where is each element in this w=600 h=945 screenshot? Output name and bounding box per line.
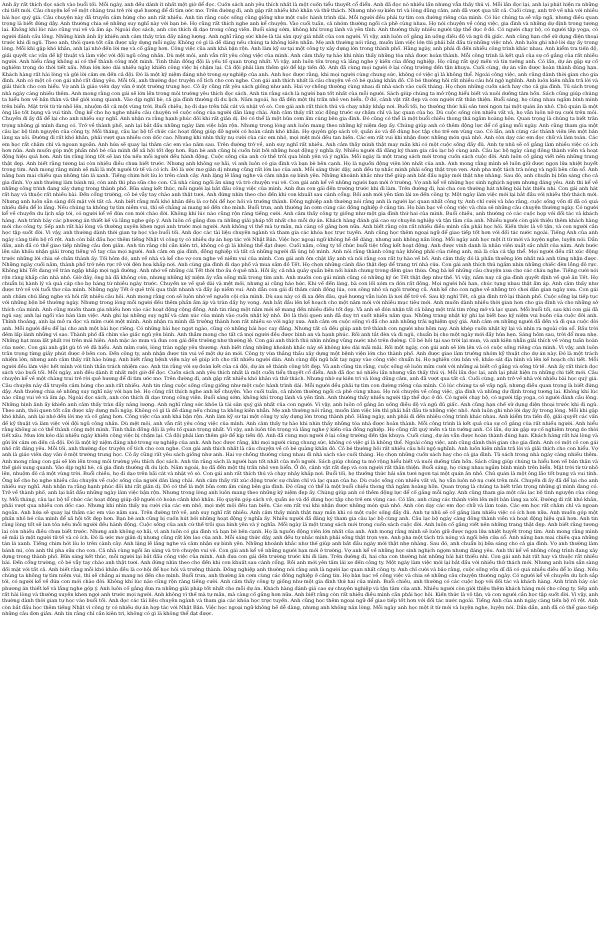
body-paragraph: Anh ấy rất thích đọc sách vào buổi tối. Mỗi ngày, anh đều dành ít nhất một giờ để đọc. Cuốn sách anh yêu thích nhất là một cuốn tiểu thuyết cổ điển. Anh đã đọc nó nhiều lần nhưng vẫn thấy thú vị. Mỗi lần đọc lại, anh lại phát hiện ra những chi tiết mới. Câu chuyện kể về một chàng trai trẻ rời quê hương để đi tìm ước mơ. Trên đường đi, anh gặp rất nhiều khó khăn và thử thách. Nhưng nhờ sự kiên trì và lòng dũng cảm, anh đã vượt qua tất cả. Cuối cùng, anh trở về nhà với nhiều bài học quý giá. Câu chuyện này đã truyền cảm hứng cho anh rất nhiều. Anh tin rằng cuộc sống cũng giống như một cuộc hành trình dài. Mỗi người đều phải tự tìm con đường riêng của mình. Có lúc chúng ta sẽ vấp ngã, nhưng điều quan trọng là biết đứng dậy. Anh thường chia sẻ những suy nghĩ này với bạn bè. Họ cũng rất thích nghe anh kể chuyện. Vào cuối tuần, cả nhóm thường ngồi cà phê cùng nhau. Họ nói chuyện về công việc, gia đình và những dự định trong tương lai. Không khí lúc nào cũng vui vẻ và ấm áp. Ngoài đọc sách, anh còn thích đi dạo trong công viên. Buổi sáng sớm, không khí trong lành và yên tĩnh. Anh thường thấy nhiều người tập thể dục ở đó. Có người chạy bộ, có người tập yoga, có người đánh cầu lông. Những hình ảnh ấy khiến anh cảm thấy tràn đầy năng lượng. Anh nghĩ rằng sức khỏe là tài sản quý giá nhất của con người. Vì vậy, anh luôn cố gắng ăn uống điều độ và ngủ đủ giấc. Anh cũng hạn chế sử dụng điện thoại trước khi đi ngủ. Theo anh, thói quen tốt cần được xây dựng mỗi ngày. Không có gì là dễ dàng nếu chúng ta không kiên nhẫn. Mẹ anh thường nói rằng, muốn làm việc lớn thì phải bắt đầu từ những việc nhỏ. Anh luôn ghi nhớ lời dạy ấy trong lòng. Mỗi khi gặp khó khăn, anh lại nhớ đến lời mẹ và cố gắng hơn. Công việc của anh khá bận rộn. Anh làm kỹ sư tại một công ty xây dựng lớn trong thành phố. Hằng ngày, anh phải đi đến nhiều công trình khác nhau. Anh kiểm tra tiến độ, giải quyết các vấn đề kỹ thuật và làm việc với đội ngũ công nhân. Dù mệt mỏi, anh vẫn rất yêu công việc của mình. Anh cảm thấy tự hào khi nhìn thấy những tòa nhà được hoàn thành. Mỗi công trình là kết quả của sự cố gắng của rất nhiều người. Anh hiểu rằng không ai có thể thành công một mình. Tinh thần đồng đội là yếu tố quan trọng nhất. Vì vậy, anh luôn tôn trọng và lắng nghe ý kiến của đồng nghiệp. Họ cũng rất quý mến và tin tưởng anh. Có lần, dự án gặp sự cố nghiêm trọng do thời tiết xấu. Mưa lớn kéo dài nhiều ngày khiến công việc bị chậm lại. Cả đội phải làm thêm giờ để kịp tiến độ. Anh đã cùng mọi người ở lại công trường đến tận khuya. Cuối cùng, dự án vẫn được hoàn thành đúng hạn. Khách hàng rất hài lòng và gửi lời cảm ơn đến cả đội. Đó là một kỷ niệm đáng nhớ trong sự nghiệp của anh. Anh học được rằng, khi mọi người cùng chung sức, không có việc gì là không thể. Ngoài công việc, anh cũng dành thời gian cho gia đình. Anh có một cô con gái nhỏ rất đáng yêu. Mỗi tối, anh thường đọc truyện cổ tích cho con nghe. Con gái anh thích nhất là câu chuyện về cô bé quàng khăn đỏ. Cô bé thường hỏi rất nhiều câu hỏi ngộ nghĩnh. Anh luôn kiên nhẫn trả lời và giải thích cho con hiểu. Vợ anh là giáo viên dạy văn ở một trường trung học. Cô ấy cũng rất yêu sách giống như anh. Hai vợ chồng thường cùng nhau đi nhà sách vào cuối tháng. Họ chọn những cuốn sách hay cho cả gia đình. Tủ sách trong nhà ngày càng nhiều thêm. Anh mong rằng con gái sẽ lớn lên trong môi trường yêu thích đọc sách. Anh tin rằng sách là người bạn tốt nhất của mỗi người. Sách giúp chúng ta mở rộng hiểu biết và nuôi dưỡng tâm hồn. Sách cũng giúp chúng ta hiểu hơn về bản thân và thế giới xung quanh. Vào dịp nghỉ hè, cả gia đình thường đi du lịch. Năm ngoái, họ đã đến một thị trấn nhỏ ven biển. Ở đó, cảnh vật rất đẹp và con người rất thân thiện. Buổi sáng, họ cùng nhau ngắm bình minh trên biển. Mặt trời từ từ nhô lên, nhuộm đỏ cả một vùng trời. Buổi chiều, họ đi dạo trên bãi cát và nhặt vỏ sò. Con gái anh rất thích thú và chạy nhảy khắp nơi. Buổi tối, họ thưởng thức hải sản tươi ngon tại một quán ăn nhỏ. Chủ quán là một ông lão tốt bụng và vui tính. Ông kể cho họ nghe nhiều câu chuyện về cuộc sống của người dân làng chài. Anh cảm thấy rất xúc động trước sự chăm chỉ và lạc quan của họ. Dù cuộc sống còn nhiều vất vả, họ vẫn luôn nở nụ cười trên môi. Chuyến đi ấy đã để lại cho anh nhiều suy nghĩ. Anh nhận ra rằng hạnh phúc đôi khi rất giản dị. Đó có thể là một bữa cơm ấm cúng bên gia đình. Đó cũng có thể là một buổi chiều thong thả ngắm hoàng hôn. Quan trọng là chúng ta biết trân trọng những gì mình đang có. Trở về thành phố, anh lại bắt đầu những ngày làm việc bận rộn. Nhưng trong lòng anh luôn mang theo những kỷ niệm đẹp ấy. Chúng giúp anh có thêm động lực để cố gắng mỗi ngày. Anh cũng tham gia một câu lạc bộ tình nguyện của công ty. Mỗi tháng, câu lạc bộ tổ chức các hoạt động giúp đỡ người có hoàn cảnh khó khăn. Họ quyên góp sách vở, quần áo và đồ dùng học tập cho trẻ em vùng cao. Có lần, anh cùng các thành viên lên một bản làng xa xôi. Đường đi rất khó khăn, phải vượt qua nhiều con dốc cao. Nhưng khi nhìn thấy nụ cười của các em nhỏ, mọi mệt mỏi đều tan biến. Các em rất vui khi nhận được những món quà nhỏ. Anh còn dạy các em đọc chữ và làm toán. Các em học rất chăm chỉ và ngoan ngoãn. Anh hứa sẽ quay lại thăm các em vào năm sau. Trên đường trở về, anh suy nghĩ rất nhiều. Anh cảm thấy mình thật may mắn khi có một cuộc sống đầy đủ. Anh tự nhủ sẽ cố gắng làm nhiều việc có ích hơn nữa. Anh muốn góp một phần nhỏ bé của mình để xã hội tốt đẹp hơn. Bạn bè anh cũng bị cuốn hút bởi những hoạt động ý nghĩa ấy. Nhiều người đã đăng ký tham gia câu lạc bộ cùng anh. Câu lạc bộ ngày càng đông thành viên và hoạt động hiệu quả hơn. Anh tin rằng lòng tốt sẽ lan tỏa nếu mỗi người đều hành động. Cuộc sống của anh cứ thế trôi qua bình yên và ý nghĩa. Mỗi ngày là một trang sách mới trong cuốn sách cuộc đời. Anh luôn cố gắng viết nên những trang thật đẹp. Anh biết rằng tương lai còn nhiều điều chưa biết trước. Nhưng anh không sợ hãi, vì anh luôn có gia đình và bạn bè bên cạnh. Họ là nguồn động viên lớn nhất của anh. Anh mong rằng mình sẽ luôn giữ được ngọn lửa nhiệt huyết trong tim. Anh mong rằng mình sẽ mãi là một người tử tế và có ích. Đó là ước mơ giản dị nhưng cũng rất lớn lao của anh. Mỗi sáng thức dậy, anh đều tự nhắc mình phải sống thật trọn vẹn. Anh pha một tách trà nóng và ngồi bên cửa sổ. Ánh nắng ban mai chiếu qua những tán lá xanh. Tiếng chim hót líu lo trên cành cây. Anh lặng lẽ lắng nghe và cảm nhận sự bình yên. Những khoảnh khắc như thế giúp anh bắt đầu ngày mới thật nhẹ nhàng. Sau đó, anh chuẩn bị bữa sáng cho cả gia đình. Vợ anh thường làm bánh mì, còn anh thì pha sữa cho con. Cả nhà cùng ngồi ăn sáng và trò chuyện vui vẻ. Con gái anh kể về những người bạn mới ở trường. Vợ anh kể về những học sinh nghịch ngợm nhưng đáng yêu. Anh thì kể về những công trình đang xây dựng trong thành phố. Bữa sáng kết thúc, mỗi người lại bắt đầu công việc của mình. Anh đưa con gái đến trường trước khi đi làm. Trên đường đi, hai cha con thường hát những bài hát thiếu nhi. Con gái anh hát rất hay và thuộc rất nhiều bài. Đến cổng trường, cô bé vẫy tay chào anh thật tươi. Anh đứng nhìn theo cho đến khi con khuất sau cánh cổng. Rồi anh mới yên tâm lái xe đến công ty. Một ngày làm việc mới lại bắt đầu với nhiều thử thách mới. Nhưng anh luôn sẵn sàng đối mặt với tất cả. Anh biết rằng mỗi khó khăn đều là cơ hội để học hỏi và trưởng thành. Đồng nghiệp anh thường nói rằng anh là người lạc quan nhất công ty. Anh chỉ cười và bảo rằng, cuộc sống vốn dĩ đã có quá nhiều điều để lo lắng. Nếu chúng ta không tự tìm niềm vui, thì sẽ chẳng ai mang nó đến cho mình. Buổi trưa, anh thường ăn cơm cùng các đồng nghiệp ở căng tin. Họ bàn bạc về công việc và chia sẻ những câu chuyện thường ngày. Có người kể về chuyến du lịch sắp tới, có người kể về đứa con mới chào đời. Không khí lúc nào cũng rộn ràng tiếng cười. Anh cảm thấy công ty giống như một gia đình thứ hai của mình. Buổi chiều, anh thường có các cuộc họp với đối tác và khách hàng. Anh trình bày các phương án thiết kế và lắng nghe góp ý. Anh luôn cố gắng đưa ra những giải pháp tốt nhất cho mỗi dự án. Khách hàng đánh giá cao sự chuyên nghiệp và tận tâm của anh. Nhiều người còn giới thiệu thêm khách hàng mới cho công ty. Sếp anh rất hài lòng và thường xuyên khen ngợi anh trước mọi người. Anh không vì thế mà tự mãn, mà càng cố gắng hơn nữa. Anh biết rằng còn rất nhiều điều mình cần phải học hỏi. Kiến thức là vô tận, và con người cần học tập suốt đời. Vì vậy, anh thường dành thời gian tự học vào buổi tối. Anh đọc các tài liệu chuyên ngành và tham gia các khóa học trực tuyến. Anh cũng học thêm ngoại ngữ để giao tiếp tốt hơn với đối tác nước ngoài. Tiếng Anh của anh ngày càng tiến bộ rõ rệt. Anh còn bắt đầu học thêm tiếng Nhật vì công ty có nhiều dự án hợp tác với Nhật Bản. Việc học ngoại ngữ không hề dễ dàng, nhưng anh không nản lòng. Mỗi ngày anh học một ít từ mới và luyện nghe, luyện nói. Dần dần, anh đã có thể giao tiếp những câu đơn giản. Anh tin rằng chỉ cần kiên trì, không có gì là không thể đạt được. Cuối năm, công ty tổ chức buổi tiệc tổng kết hoạt động. Anh được vinh danh là nhân viên xuất sắc nhất của năm. Anh bước lên sân khấu nhận giải trong tiếng vỗ tay của mọi người. Anh cảm ơn gia đình, đồng nghiệp và tất cả những người đã ủng hộ mình. Anh nói rằng thành công này không phải của riêng anh, mà là của cả tập thể. Mọi người đều rất xúc động trước những lời chia sẻ chân thành ấy. Tối hôm đó, anh về nhà và kể cho vợ con nghe về niềm vui của mình. Con gái anh ôm chặt lấy anh và nói rằng con rất tự hào về bố. Anh cảm thấy đó là phần thưởng lớn nhất mà anh từng nhận được. Những ngày cuối năm, thành phố trở nên rực rỡ với đèn hoa khắp nơi. Anh cùng gia đình đi dạo phố và mua sắm đồ Tết. Họ chọn những cành đào thật đẹp để trang trí nhà cửa. Con gái anh thích thú ngắm nhìn những chiếc đèn lồng đỏ rực. Không khí Tết đang về tràn ngập khắp mọi ngả đường. Anh nhớ về những cái Tết thời thơ ấu ở quê nhà. Hồi ấy, cả nhà quây quần bên nồi bánh chưng trong đêm giao thừa. Ông bà kể những câu chuyện xưa cho các cháu nghe. Tiếng cười nói rộn ràng khắp căn nhà nhỏ. Giờ đây, ông bà đã không còn, nhưng những kỷ niệm ấy vẫn sống mãi trong tim anh. Anh muốn con gái mình cũng có những ký ức Tết thật đẹp như thế. Vì vậy, năm nay cả gia đình quyết định về quê ăn Tết. Họ chuẩn bị hành lý và quà cáp cho họ hàng từ nhiều ngày trước. Chuyến xe về quê dài và mệt mỏi, nhưng ai cũng háo hức. Khi về đến làng, bà con lối xóm ra đón rất đông. Mọi người hỏi han, chúc tụng nhau thật ấm áp. Anh cảm thấy như được trở về với tuổi thơ của mình. Những ngày Tết ở quê trôi qua thật nhanh và đầy ắp niềm vui. Anh dẫn con gái đi thăm cánh đồng lúa, con sông nhỏ và ngôi trường cũ. Anh kể cho con nghe về những trò chơi dân gian ngày xưa. Con gái anh chăm chú lắng nghe và hỏi rất nhiều câu hỏi. Anh mong rằng con sẽ luôn nhớ về nguồn cội của mình. Dù sau này có đi xa đến đâu, quê hương vẫn luôn là nơi để trở về. Sau kỳ nghỉ Tết, cả gia đình trở lại thành phố. Cuộc sống lại tiếp tục với những bộn bề thường ngày. Nhưng trong lòng mỗi người đều thêm phần ấm áp và tràn đầy hy vọng. Anh bắt đầu lên kế hoạch cho một năm mới với nhiều mục tiêu mới. Anh muốn dành nhiều thời gian hơn cho gia đình và cho những sở thích của mình. Anh cũng muốn tham gia nhiều hơn vào các hoạt động cộng đồng. Anh tin rằng một năm mới sẽ mang đến nhiều điều tốt đẹp. Và anh sẽ đón nhận tất cả bằng một trái tim rộng mở và lạc quan. Mỗi buổi tối, sau khi con gái đã ngủ say, anh lại ngồi vào bàn làm việc. Anh ghi lại những suy nghĩ và cảm xúc của mình vào cuốn nhật ký nhỏ. Đó là thói quen anh đã duy trì suốt nhiều năm qua. Những trang nhật ký ghi lại biết bao kỷ niệm vui buồn của cuộc đời anh. Thỉnh thoảng, anh lại mở ra đọc và mỉm cười một mình. Anh nhận ra mình đã trưởng thành hơn rất nhiều so với ngày xưa. Anh cảm ơn cuộc sống vì đã cho anh những trải nghiệm quý giá. Anh cảm ơn những người đã đến và đi qua cuộc đời anh. Mỗi người đều để lại cho anh một bài học riêng. Có những bài học ngọt ngào, cũng có những bài học cay đắng. Nhưng tất cả đều giúp anh trở thành con người như hôm nay. Anh khép cuốn nhật ký lại và nhìn ra ngoài cửa sổ. Bầu trời đêm lấp lánh những vì sao. Thành phố đã chìm vào giấc ngủ yên bình. Anh thầm mong cho tất cả mọi người đều được bình an và hạnh phúc. Rồi anh tắt đèn và đi ngủ, chuẩn bị cho một ngày mới đầy hứa hẹn. Sáng hôm sau, trời đổ mưa nhẹ. Những hạt mưa lất phất rơi trên mái hiên. Anh mặc áo mưa và đưa con gái đến trường như thường lệ. Con gái anh thích thú nhìn những vũng nước nhỏ trên đường. Cô bé hỏi tại sao trời lại mưa, và anh kiên nhẫn giải thích về vòng tuần hoàn của nước. Con gái anh gật gù tỏ vẻ đã hiểu. Anh mỉm cười, lòng tràn ngập yêu thương. Anh biết rằng những khoảnh khắc này sẽ không kéo dài mãi mãi. Rồi một ngày, con gái anh sẽ lớn lên và có cuộc sống riêng của mình. Vì vậy, anh luôn trân trọng từng giây phút được ở bên con. Đến công ty, anh nhận được tin vui về một dự án mới. Công ty vừa thắng thầu xây dựng một bệnh viện lớn cho thành phố. Anh được giao làm trưởng nhóm kỹ thuật cho dự án này. Đó là một trách nhiệm lớn, nhưng anh cảm thấy rất hào hứng. Anh biết rằng bệnh viện này sẽ giúp ích cho rất nhiều người dân. Anh cùng đội ngũ bắt tay ngay vào công việc chuẩn bị. Họ nghiên cứu bản vẽ, khảo sát địa hình và lên kế hoạch chi tiết. Mỗi người đều làm việc hết mình với tinh thần trách nhiệm cao. Anh tin rằng với sự đoàn kết của cả đội, dự án sẽ thành công tốt đẹp. Và anh cũng tin rằng, cuộc sống sẽ luôn mỉm cười với những ai biết cố gắng và sống tử tế. Anh ấy rất thích đọc sách vào buổi tối. Mỗi ngày, anh đều dành ít nhất một giờ để đọc. Cuốn sách anh yêu thích nhất là một cuốn tiểu thuyết cổ điển. Anh đã đọc nó nhiều lần nhưng vẫn thấy thú vị. Mỗi lần đọc lại, anh lại phát hiện ra những chi tiết mới. Câu chuyện kể về một chàng trai trẻ rời quê hương để đi tìm ước mơ. Trên đường đi, anh gặp rất nhiều khó khăn và thử thách. Nhưng nhờ sự kiên trì và lòng dũng cảm, anh đã vượt qua tất cả. Cuối cùng, anh trở về nhà với nhiều bài học quý giá. Câu chuyện này đã truyền cảm hứng cho anh rất nhiều. Anh tin rằng cuộc sống cũng giống như một cuộc hành trình dài. Mỗi người đều phải tự tìm con đường riêng của mình. Có lúc chúng ta sẽ vấp ngã, nhưng điều quan trọng là biết đứng dậy. Anh thường chia sẻ những suy nghĩ này với bạn bè. Họ cũng rất thích nghe anh kể chuyện. Vào cuối tuần, cả nhóm thường ngồi cà phê cùng nhau. Họ nói chuyện về công việc, gia đình và những dự định trong tương lai. Không khí lúc nào cũng vui vẻ và ấm áp. Ngoài đọc sách, anh còn thích đi dạo trong công viên. Buổi sáng sớm, không khí trong lành và yên tĩnh. Anh thường thấy nhiều người tập thể dục ở đó. Có người chạy bộ, có người tập yoga, có người đánh cầu lông. Những hình ảnh ấy khiến anh cảm thấy tràn đầy năng lượng. Anh nghĩ rằng sức khỏe là tài sản quý giá nhất của con người. Vì vậy, anh luôn cố gắng ăn uống điều độ và ngủ đủ giấc. Anh cũng hạn chế sử dụng điện thoại trước khi đi ngủ. Theo anh, thói quen tốt cần được xây dựng mỗi ngày. Không có gì là dễ dàng nếu chúng ta không kiên nhẫn. Mẹ anh thường nói rằng, muốn làm việc lớn thì phải bắt đầu từ những việc nhỏ. Anh luôn ghi nhớ lời dạy ấy trong lòng. Mỗi khi gặp khó khăn, anh lại nhớ đến lời mẹ và cố gắng hơn. Công việc của anh khá bận rộn. Anh làm kỹ sư tại một công ty xây dựng lớn trong thành phố. Hằng ngày, anh phải đi đến nhiều công trình khác nhau. Anh kiểm tra tiến độ, giải quyết các vấn đề kỹ thuật và làm việc với đội ngũ công nhân. Dù mệt mỏi, anh vẫn rất yêu công việc của mình. Anh cảm thấy tự hào khi nhìn thấy những tòa nhà được hoàn thành. Mỗi công trình là kết quả của sự cố gắng của rất nhiều người. Anh hiểu rằng không ai có thể thành công một mình. Tinh thần đồng đội là yếu tố quan trọng nhất. Vì vậy, anh luôn tôn trọng và lắng nghe ý kiến của đồng nghiệp. Họ cũng rất quý mến và tin tưởng anh. Có lần, dự án gặp sự cố nghiêm trọng do thời tiết xấu. Mưa lớn kéo dài nhiều ngày khiến công việc bị chậm lại. Cả đội phải làm thêm giờ để kịp tiến độ. Anh đã cùng mọi người ở lại công trường đến tận khuya. Cuối cùng, dự án vẫn được hoàn thành đúng hạn. Khách hàng rất hài lòng và gửi lời cảm ơn đến cả đội. Đó là một kỷ niệm đáng nhớ trong sự nghiệp của anh. Anh học được rằng, khi mọi người cùng chung sức, không có việc gì là không thể. Ngoài công việc, anh cũng dành thời gian cho gia đình. Anh có một cô con gái nhỏ rất đáng yêu. Mỗi tối, anh thường đọc truyện cổ tích cho con nghe. Con gái anh thích nhất là câu chuyện về cô bé quàng khăn đỏ. Cô bé thường hỏi rất nhiều câu hỏi ngộ nghĩnh. Anh luôn kiên nhẫn trả lời và giải thích cho con hiểu. Vợ anh là giáo viên dạy văn ở một trường trung học. Cô ấy cũng rất yêu sách giống như anh. Hai vợ chồng thường cùng nhau đi nhà sách vào cuối tháng. Họ chọn những cuốn sách hay cho cả gia đình. Tủ sách trong nhà ngày càng nhiều thêm. Anh mong rằng con gái sẽ lớn lên trong môi trường yêu thích đọc sách. Anh tin rằng sách là người bạn tốt nhất của mỗi người. Sách giúp chúng ta mở rộng hiểu biết và nuôi dưỡng tâm hồn. Sách cũng giúp chúng ta hiểu hơn về bản thân và thế giới xung quanh. Vào dịp nghỉ hè, cả gia đình thường đi du lịch. Năm ngoái, họ đã đến một thị trấn nhỏ ven biển. Ở đó, cảnh vật rất đẹp và con người rất thân thiện. Buổi sáng, họ cùng nhau ngắm bình minh trên biển. Mặt trời từ từ nhô lên, nhuộm đỏ cả một vùng trời. Buổi chiều, họ đi dạo trên bãi cát và nhặt vỏ sò. Con gái anh rất thích thú và chạy nhảy khắp nơi. Buổi tối, họ thưởng thức hải sản tươi ngon tại một quán ăn nhỏ. Chủ quán là một ông lão tốt bụng và vui tính. Ông kể cho họ nghe nhiều câu chuyện về cuộc sống của người dân làng chài. Anh cảm thấy rất xúc động trước sự chăm chỉ và lạc quan của họ. Dù cuộc sống còn nhiều vất vả, họ vẫn luôn nở nụ cười trên môi. Chuyến đi ấy đã để lại cho anh nhiều suy nghĩ. Anh nhận ra rằng hạnh phúc đôi khi rất giản dị. Đó có thể là một bữa cơm ấm cúng bên gia đình. Đó cũng có thể là một buổi chiều thong thả ngắm hoàng hôn. Quan trọng là chúng ta biết trân trọng những gì mình đang có. Trở về thành phố, anh lại bắt đầu những ngày làm việc bận rộn. Nhưng trong lòng anh luôn mang theo những kỷ niệm đẹp ấy. Chúng giúp anh có thêm động lực để cố gắng mỗi ngày. Anh cũng tham gia một câu lạc bộ tình nguyện của công ty. Mỗi tháng, câu lạc bộ tổ chức các hoạt động giúp đỡ người có hoàn cảnh khó khăn. Họ quyên góp sách vở, quần áo và đồ dùng học tập cho trẻ em vùng cao. Có lần, anh cùng các thành viên lên một bản làng xa xôi. Đường đi rất khó khăn, phải vượt qua nhiều con dốc cao. Nhưng khi nhìn thấy nụ cười của các em nhỏ, mọi mệt mỏi đều tan biến. Các em rất vui khi nhận được những món quà nhỏ. Anh còn dạy các em đọc chữ và làm toán. Các em học rất chăm chỉ và ngoan ngoãn. Anh hứa sẽ quay lại thăm các em vào năm sau. Trên đường trở về, anh suy nghĩ rất nhiều. Anh cảm thấy mình thật may mắn khi có một cuộc sống đầy đủ. Anh tự nhủ sẽ cố gắng làm nhiều việc có ích hơn nữa. Anh muốn góp một phần nhỏ bé của mình để xã hội tốt đẹp hơn. Bạn bè anh cũng bị cuốn hút bởi những hoạt động ý nghĩa ấy. Nhiều người đã đăng ký tham gia câu lạc bộ cùng anh. Câu lạc bộ ngày càng đông thành viên và hoạt động hiệu quả hơn. Anh tin rằng lòng tốt sẽ lan tỏa nếu mỗi người đều hành động. Cuộc sống của anh cứ thế trôi qua bình yên và ý nghĩa. Mỗi ngày là một trang sách mới trong cuốn sách cuộc đời. Anh luôn cố gắng viết nên những trang thật đẹp. Anh biết rằng tương lai còn nhiều điều chưa biết trước. Nhưng anh không sợ hãi, vì anh luôn có gia đình và bạn bè bên cạnh. Họ là nguồn động viên lớn nhất của anh. Anh mong rằng mình sẽ luôn giữ được ngọn lửa nhiệt huyết trong tim. Anh mong rằng mình sẽ mãi là một người tử tế và có ích. Đó là ước mơ giản dị nhưng cũng rất lớn lao của anh. Mỗi sáng thức dậy, anh đều tự nhắc mình phải sống thật trọn vẹn. Anh pha một tách trà nóng và ngồi bên cửa sổ. Ánh nắng ban mai chiếu qua những tán lá xanh. Tiếng chim hót líu lo trên cành cây. Anh lặng lẽ lắng nghe và cảm nhận sự bình yên. Những khoảnh khắc như thế giúp anh bắt đầu ngày mới thật nhẹ nhàng. Sau đó, anh chuẩn bị bữa sáng cho cả gia đình. Vợ anh thường làm bánh mì, còn anh thì pha sữa cho con. Cả nhà cùng ngồi ăn sáng và trò chuyện vui vẻ. Con gái anh kể về những người bạn mới ở trường. Vợ anh kể về những học sinh nghịch ngợm nhưng đáng yêu. Anh thì kể về những công trình đang xây dựng trong thành phố. Bữa sáng kết thúc, mỗi người lại bắt đầu công việc của mình. Anh đưa con gái đến trường trước khi đi làm. Trên đường đi, hai cha con thường hát những bài hát thiếu nhi. Con gái anh hát rất hay và thuộc rất nhiều bài. Đến cổng trường, cô bé vẫy tay chào anh thật tươi. Anh đứng nhìn theo cho đến khi con khuất sau cánh cổng. Rồi anh mới yên tâm lái xe đến công ty. Một ngày làm việc mới lại bắt đầu với nhiều thử thách mới. Nhưng anh luôn sẵn sàng đối mặt với tất cả. Anh biết rằng mỗi khó khăn đều là cơ hội để học hỏi và trưởng thành. Đồng nghiệp anh thường nói rằng anh là người lạc quan nhất công ty. Anh chỉ cười và bảo rằng, cuộc sống vốn dĩ đã có quá nhiều điều để lo lắng. Nếu chúng ta không tự tìm niềm vui, thì sẽ chẳng ai mang nó đến cho mình. Buổi trưa, anh thường ăn cơm cùng các đồng nghiệp ở căng tin. Họ bàn bạc về công việc và chia sẻ những câu chuyện thường ngày. Có người kể về chuyến du lịch sắp tới, có người kể về đứa con mới chào đời. Không khí lúc nào cũng rộn ràng tiếng cười. Anh cảm thấy công ty giống như một gia đình thứ hai của mình. Buổi chiều, anh thường có các cuộc họp với đối tác và khách hàng. Anh trình bày các phương án thiết kế và lắng nghe góp ý. Anh luôn cố gắng đưa ra những giải pháp tốt nhất cho mỗi dự án. Khách hàng đánh giá cao sự chuyên nghiệp và tận tâm của anh. Nhiều người còn giới thiệu thêm khách hàng mới cho công ty. Sếp anh rất hài lòng và thường xuyên khen ngợi anh trước mọi người. Anh không vì thế mà tự mãn, mà càng cố gắng hơn nữa. Anh biết rằng còn rất nhiều điều mình cần phải học hỏi. Kiến thức là vô tận, và con người cần học tập suốt đời. Vì vậy, anh thường dành thời gian tự học vào buổi tối. Anh đọc các tài liệu chuyên ngành và tham gia các khóa học trực tuyến. Anh cũng học thêm ngoại ngữ để giao tiếp tốt hơn với đối tác nước ngoài. Tiếng Anh của anh ngày càng tiến bộ rõ rệt. Anh còn bắt đầu học thêm tiếng Nhật vì công ty có nhiều dự án hợp tác với Nhật Bản. Việc học ngoại ngữ không hề dễ dàng, nhưng anh không nản lòng. Mỗi ngày anh học một ít từ mới và luyện nghe, luyện nói. Dần dần, anh đã có thể giao tiếp những câu đơn giản. Anh tin rằng chỉ cần kiên trì, không có gì là không thể đạt được. xyxy=(2,2,598,617)
